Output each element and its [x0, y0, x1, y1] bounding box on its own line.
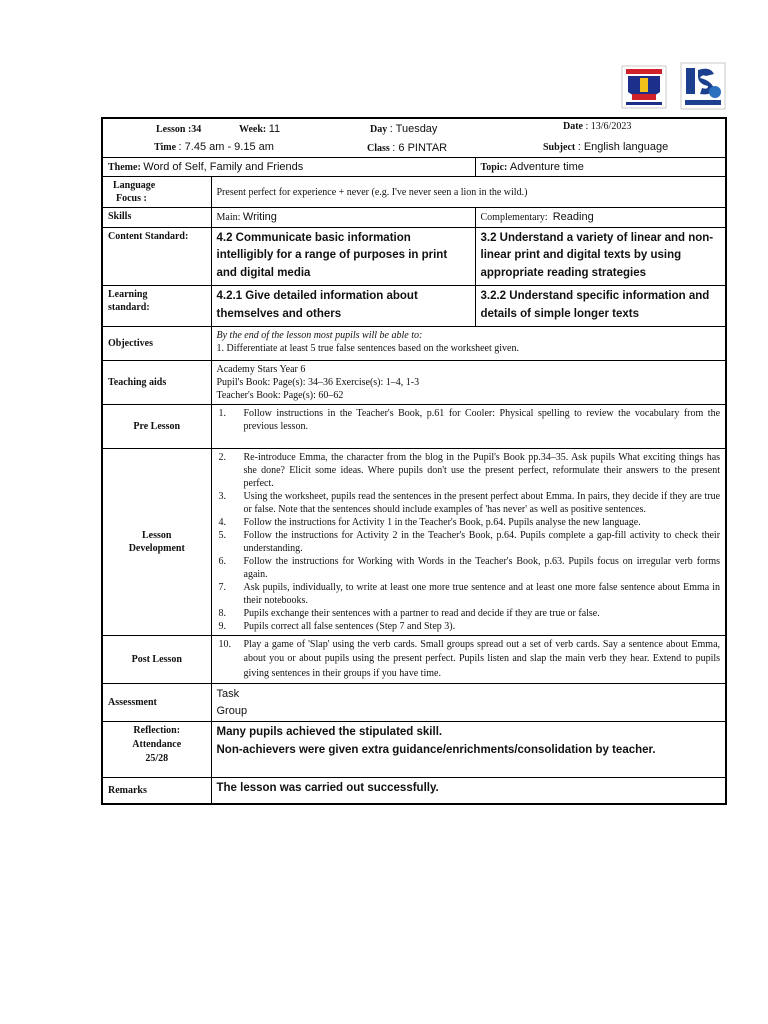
list-item: 3. Using the worksheet, pupils read the sentences in the present perfect about Emma. In pairs, they decide if they are true or false. Note that the sentences should include examples of 'has never' as well as positive sentences. [218, 490, 721, 515]
learning-standard-main: 4.2.1 Give detailed information about themselves and others [211, 286, 475, 327]
objectives-cell [211, 326, 726, 360]
learning-standard-complementary: 3.2.2 Understand specific information and details of simple longer texts [475, 286, 726, 327]
theme-label: Theme [108, 162, 138, 173]
reflection-cell [211, 722, 726, 778]
header-logos [620, 62, 730, 112]
list-item: 9. Pupils correct all false sentences (Step 7 and Step 3). [218, 620, 456, 632]
pre-lesson-cell [211, 404, 726, 448]
list-item: 10. Play a game of 'Slap' using the verb cards. Small groups spread out a set of verb cards. Say a sentence about Emma, about you or about pupils using the present perfect. Pupils listen and slap the main verb they hear. Extend to pupils giving sentences in their groups if you have time. [218, 638, 721, 679]
skills-label: Skills [102, 208, 211, 227]
skills-main: Main: Writing [211, 208, 475, 227]
language-focus-label: Language Focus : [102, 177, 211, 208]
language-focus-value: Present perfect for experience + never (e.g. I've never seen a lion in the wild.) [211, 177, 726, 208]
lesson-development-label: Lesson Development [102, 448, 211, 635]
skills-complementary: Complementary: Reading [475, 208, 726, 227]
lesson-class: Class : 6 PINTAR [367, 142, 448, 154]
teaching-aids-line: Pupil's Book: Page(s): 34–36 Exercise(s): 1–4, 1-3 [216, 376, 420, 388]
teaching-aids-label: Teaching aids [102, 360, 211, 404]
lesson-day: Day : Tuesday [370, 123, 438, 135]
pre-lesson-label: Pre Lesson [102, 404, 211, 448]
content-standard-main: 4.2 Communicate basic information intelligibly for a range of purposes in print and digital media [211, 227, 475, 285]
list-item: 4. Follow the instructions for Activity 1 in the Teacher's Book, p.64. Pupils analyse the new language. [218, 516, 641, 528]
learning-standard-label: Learning standard: [102, 286, 211, 327]
remarks-label: Remarks [102, 778, 211, 804]
list-item: 1. Follow instructions in the Teacher's Book, p.61 for Cooler: Physical spelling to review the vocabulary from the previous lesson. [218, 407, 721, 432]
topic-label: Topic [480, 162, 505, 173]
topic-cell: Topic: Adventure time [475, 158, 726, 177]
lesson-subject: Subject : English language [543, 141, 669, 153]
remarks-value: The lesson was carried out successfully. [211, 778, 726, 804]
week-number: Week: 11 [239, 123, 281, 135]
assessment-line: Group [216, 704, 248, 717]
lesson-header [102, 118, 726, 158]
lesson-time: Time : 7.45 am - 9.15 am [154, 141, 274, 153]
assessment-line: Task [216, 688, 240, 701]
teaching-aids-line: Academy Stars Year 6 [216, 363, 306, 375]
objectives-intro: By the end of the lesson most pupils will be able to: [216, 329, 423, 341]
content-standard-complementary: 3.2 Understand a variety of linear and non-linear print and digital texts by using appropriate reading strategies [475, 227, 726, 285]
objectives-label: Objectives [102, 326, 211, 360]
list-item: 7. Ask pupils, individually, to write at least one more true sentence and at least one more false sentence about Emma in their notebooks. [218, 581, 721, 606]
list-item: 8. Pupils exchange their sentences with a partner to read and decide if they are true or false. [218, 607, 600, 619]
lesson-date: Date : 13/6/2023 [563, 121, 632, 132]
assessment-cell [211, 684, 726, 722]
teaching-aids-line: Teacher's Book: Page(s): 60–62 [216, 389, 344, 401]
theme-cell: Theme: Word of Self, Family and Friends [102, 158, 475, 177]
theme-value: Word of Self, Family and Friends [143, 161, 304, 173]
content-standard-label: Content Standard: [102, 227, 211, 285]
assessment-label: Assessment [102, 684, 211, 722]
lesson-development-cell [211, 448, 726, 635]
reflection-label: Reflection: Attendance 25/28 [102, 722, 211, 778]
ts25-logo [680, 62, 726, 110]
post-lesson-label: Post Lesson [102, 635, 211, 684]
topic-value: Adventure time [509, 161, 584, 173]
list-item: 2. Re-introduce Emma, the character from the blog in the Pupil's Book pp.34–35. Ask pupils What exciting things has she done? Elicit some ideas. Where pupils don't use the present perfect, reformulate their answers to the present perfect. [218, 451, 721, 489]
reflection-line: Non-achievers were given extra guidance/enrichments/consolidation by teacher. [216, 743, 656, 756]
objectives-item: 1. Differentiate at least 5 true false sentences based on the worksheet given. [216, 342, 519, 354]
school-crest-logo [620, 64, 668, 110]
teaching-aids-cell [211, 360, 726, 404]
reflection-line: Many pupils achieved the stipulated skill. [216, 726, 443, 739]
list-item: 6. Follow the instructions for Working with Words in the Teacher's Book, p.63. Pupils focus on irregular verb forms again. [218, 555, 721, 580]
list-item: 5. Follow the instructions for Activity 2 in the Teacher's Book, p.64. Pupils complete a gap-fill activity to check their understanding. [218, 529, 721, 554]
post-lesson-cell [211, 635, 726, 684]
lesson-plan-table [101, 117, 727, 805]
lesson-number: Lesson :34 [156, 124, 202, 135]
